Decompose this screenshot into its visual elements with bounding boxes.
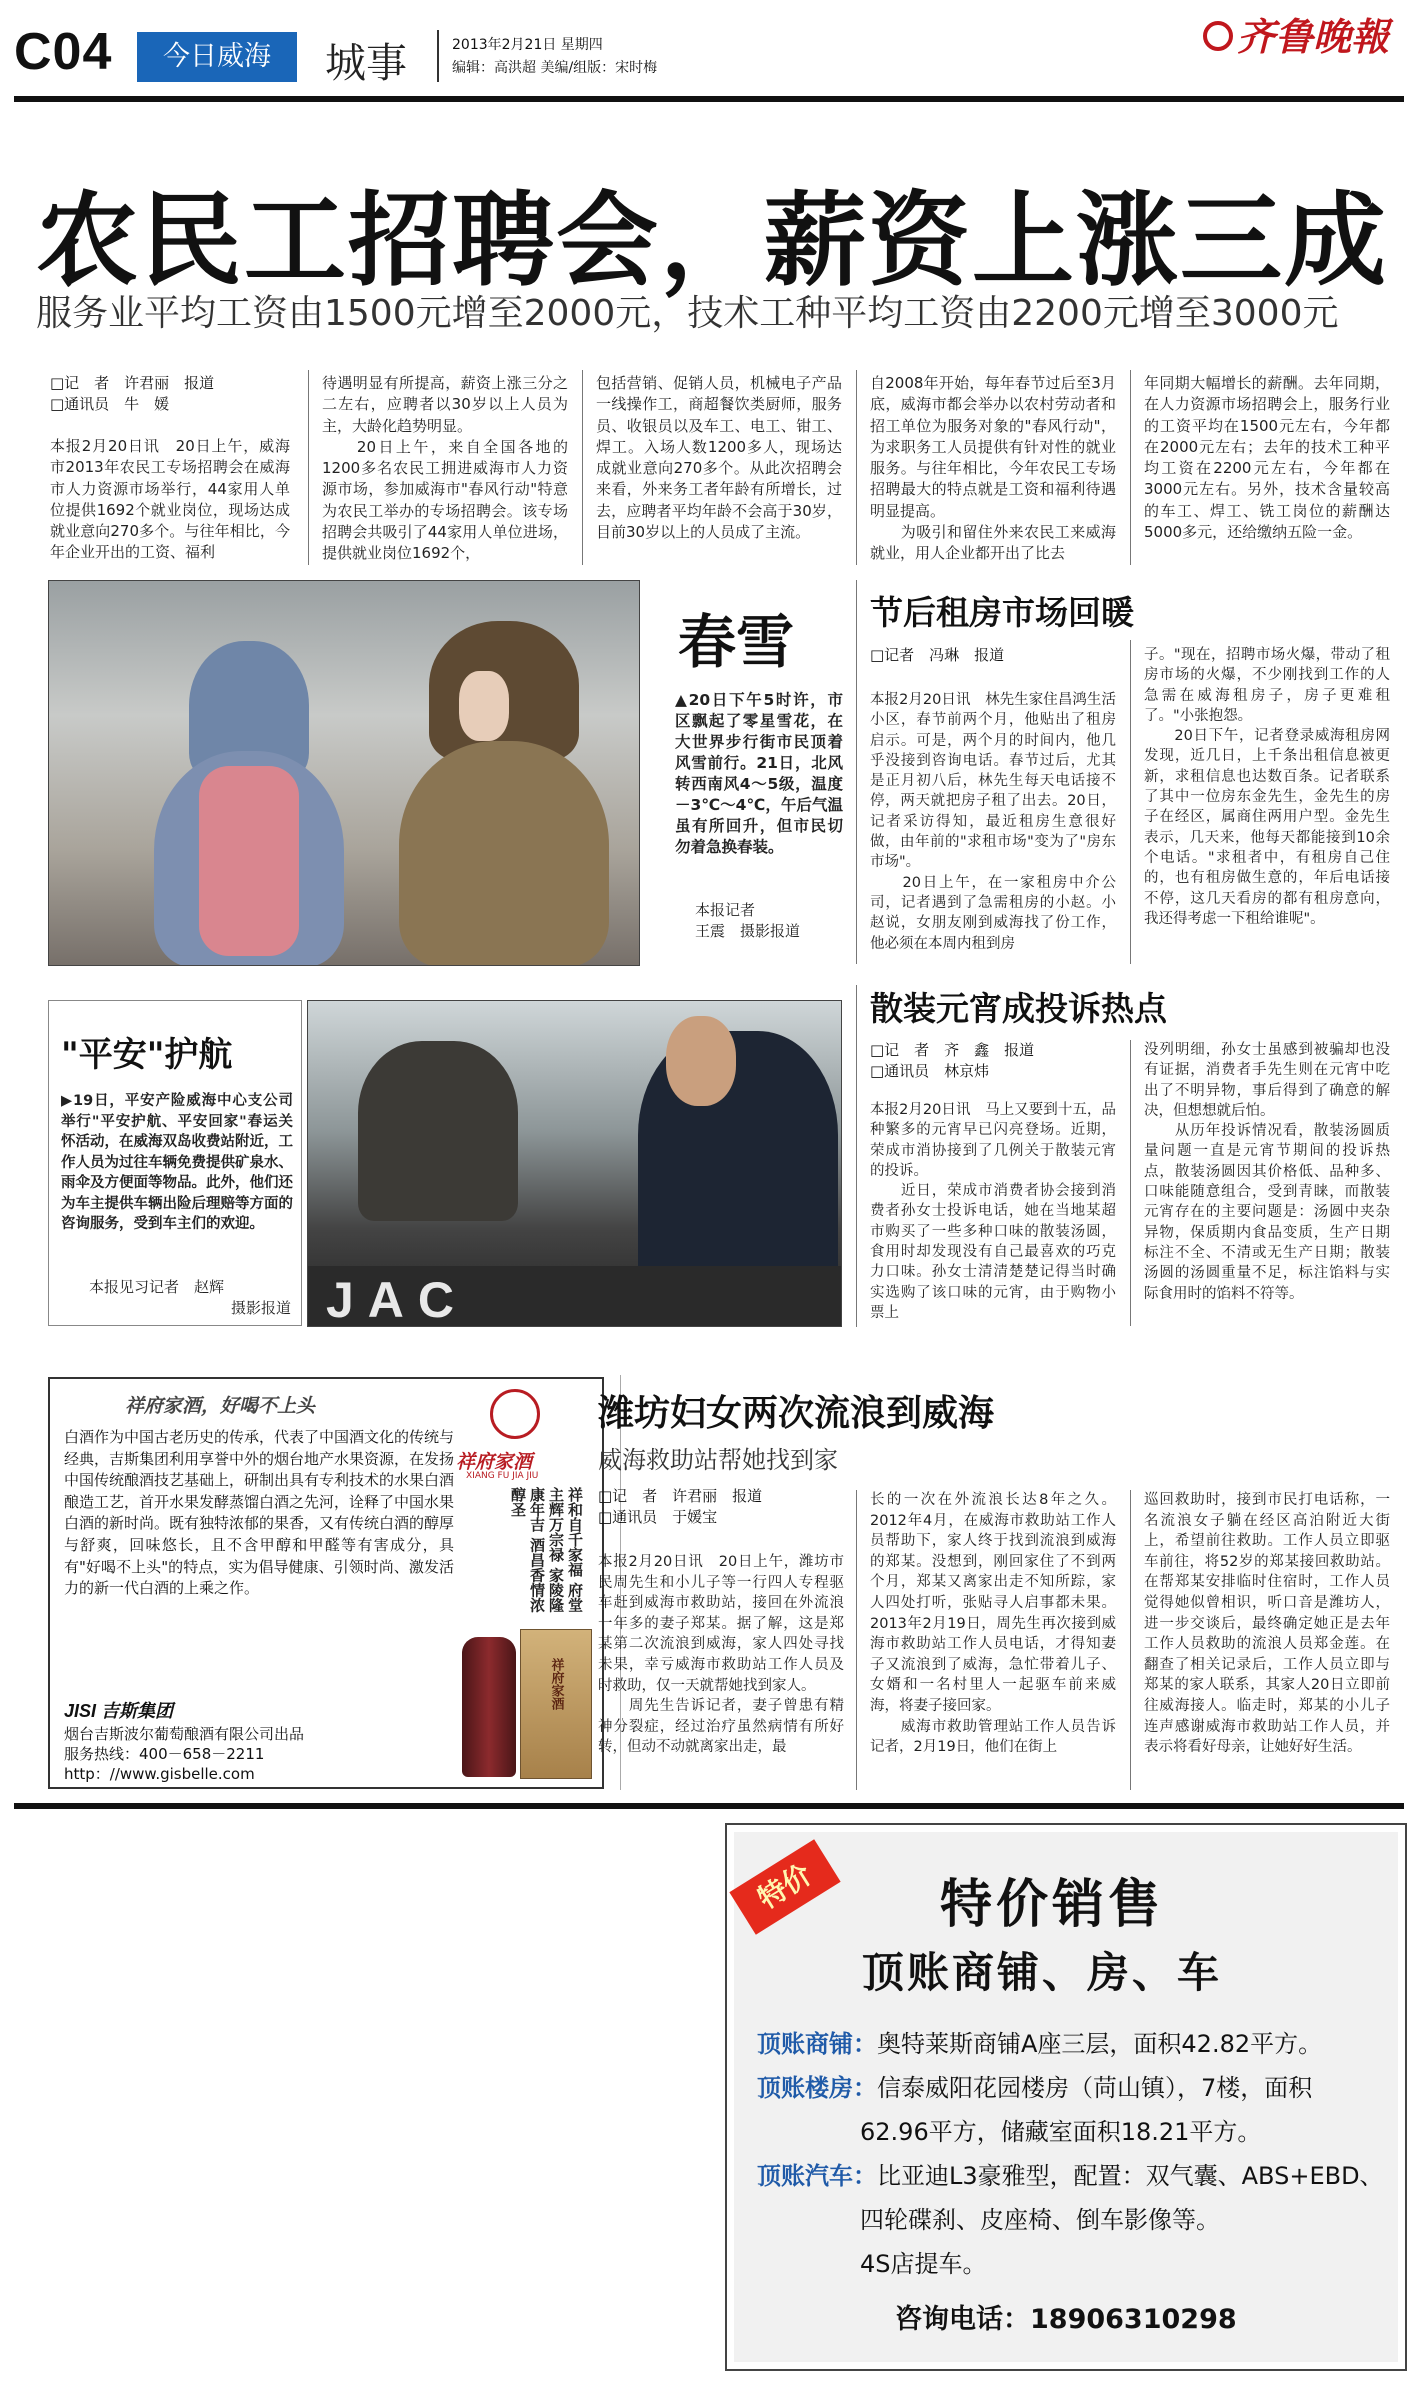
- sale-title: 特价销售: [940, 1875, 1165, 1935]
- sale-item: 四轮碟刹、皮座椅、倒车影像等。: [860, 2206, 1220, 2234]
- col-divider: [582, 370, 583, 565]
- main-subhead: 服务业平均工资由1500元增至2000元，技术工种平均工资由2200元增至3000元: [36, 293, 1339, 334]
- snow-credit-2: 王震 摄影报道: [695, 922, 801, 940]
- sale-phone: 咨询电话：18906310298: [895, 2304, 1237, 2335]
- bottom-rule: [14, 1803, 1404, 1809]
- col-divider: [1130, 640, 1131, 964]
- snow-credit-1: 本报记者: [695, 901, 756, 919]
- liquor-brand: 祥府家酒: [456, 1451, 533, 1473]
- coat-right: [399, 741, 609, 966]
- main-col-1: 本报2月20日讯 20日上午，威海市2013年农民工专场招聘会在威海市人力资源市场举行，44家用人单位提供1692个就业岗位，现场达成就业意向270多个。与往年相比，今年企业开出的工资、福利: [50, 437, 290, 562]
- section-tab: 今日威海: [137, 32, 297, 82]
- wanderer-col-3: 巡回救助时，接到市民打电话称，一名流浪女子躺在经区高泊附近大街上，希望前往救助。工作人员立即驱车前往，将52岁的郑某接回救助站。在帮郑某安排临时住宿时，工作人员觉得她似曾相识，听口音是潍坊人，进一步交谈后，最终确定她正是去年工作人员救助的流浪人员郑金莲。在翻查了相关记录后，工作人员立即与郑某的家人联系，其家人20日立即前往威海接人。临走时，郑某的小儿子连声感谢威海市救助站工作人员，并表示将看好母亲，让她好好生活。: [1144, 1492, 1390, 1756]
- scarf-pink: [199, 766, 299, 956]
- col-divider: [856, 580, 857, 964]
- safety-credit: [89, 1277, 299, 1321]
- snow-title: 春雪: [678, 608, 795, 676]
- safety-title: "平安"护航: [61, 1035, 233, 1075]
- driver-figure: [358, 1041, 518, 1221]
- sale-item: 顶账汽车：比亚迪L3豪雅型，配置：双气囊、ABS+EBD、: [757, 2162, 1384, 2190]
- col-divider: [1130, 1490, 1131, 1790]
- rental-byline: □记者 冯琳 报道: [870, 646, 1005, 664]
- col-divider: [856, 1490, 857, 1790]
- wanderer-headline: 潍坊妇女两次流浪到威海: [598, 1393, 995, 1434]
- liquor-ad: [48, 1377, 604, 1789]
- sale-item: 62.96平方，储藏室面积18.21平方。: [860, 2118, 1262, 2146]
- truck-brand: JAC: [326, 1272, 469, 1327]
- liquor-poem: 祥和自千家福 府堂主辉万宗禄 家陵隆康年吉 酒昌香情浓醇圣: [509, 1487, 584, 1613]
- liquor-seal-icon: [490, 1389, 540, 1439]
- header-divider: [437, 30, 439, 82]
- main-byline: [50, 373, 300, 415]
- rental-col-1: 本报2月20日讯 林先生家住昌鸿生活小区，春节前两个月，他贴出了租房启示。可是，两个月的时间内，他几乎没接到咨询电话。春节过后，尤其是正月初八后，林先生每天电话接不停，两天就把房子租了出去。20日，记者采访得知，最近租房生意很好做，由年前的"求租市场"变为了"房东市场"。 20日上午，在一家租房中介公司，记者遇到了急需租房的小赵。小赵说，女朋友刚到威海找了份工作，他必须在本周内租到房: [870, 692, 1116, 952]
- liquor-slogan: 祥府家酒，好喝不上头: [125, 1395, 316, 1417]
- wanderer-byline-2: □通讯员 于媛宝: [598, 1508, 718, 1526]
- sale-item: 4S店提车。: [860, 2250, 987, 2278]
- wanderer-byline: [598, 1486, 762, 1528]
- sale-subtitle: 顶账商铺、房、车: [862, 1948, 1223, 1997]
- editor-credits: 编辑：高洪超 美编/组版：宋时梅: [452, 60, 658, 76]
- col-divider: [308, 370, 309, 565]
- yuanxiao-headline: 散装元宵成投诉热点: [870, 989, 1167, 1028]
- safety-caption: ▶19日，平安产险威海中心支公司举行"平安护航、平安回家"春运关怀活动，在威海双岛收费站附近，工作人员为过往车辆免费提供矿泉水、雨伞及方便面等物品。此外，他们还为车主提供车辆出险后理赔等方面的咨询服务，受到车主们的欢迎。: [61, 1093, 293, 1232]
- page-code: C04: [14, 23, 113, 81]
- snow-photo: [48, 580, 640, 966]
- worker-face: [666, 1016, 736, 1106]
- wanderer-subhead: 威海救助站帮她找到家: [598, 1446, 838, 1474]
- safety-credit-1: 本报见习记者 赵辉: [89, 1278, 225, 1296]
- sale-item: 顶账商铺：奥特莱斯商铺A座三层，面积42.82平方。: [757, 2030, 1323, 2058]
- logo-text: 齐鲁晚報: [1237, 15, 1390, 59]
- main-col-3: 包括营销、促销人员，机械电子产品一线操作工，商超餐饮类厨师，服务员、收银员以及车工、电工、钳工、焊工。入场人数1200多人，现场达成就业意向270多个。从此次招聘会来看，外来务工者年龄有所增长，过去，应聘者平均年龄不会高于30岁，目前30岁以上的人员成了主流。: [596, 374, 842, 542]
- safety-credit-2: 摄影报道: [230, 1299, 291, 1317]
- page-header: [0, 0, 1417, 92]
- liquor-bottle: [462, 1637, 516, 1777]
- yuanxiao-byline-1: □记 者 齐 鑫 报道: [870, 1041, 1035, 1059]
- logo-icon: [1203, 21, 1233, 51]
- yuanxiao-col-1: 本报2月20日讯 马上又要到十五，品种繁多的元宵早已闪亮登场。近期，荣成市消协接到了几例关于散装元宵的投诉。 近日，荣成市消费者协会接到消费者孙女士投诉电话，她在当地某超市购买了一些多种口味的散装汤圆，食用时却发现没有自己最喜欢的巧克力口味。孙女士清清楚楚记得当时确实选购了该口味的元宵，由于购物小票上: [870, 1102, 1116, 1321]
- rental-col-2: 子。"现在，招聘市场火爆，带动了租房市场的火爆，不少刚找到工作的人急需在威海租房子，房子更难租了。"小张抱怨。 20日下午，记者登录威海租房网发现，近几日，上千条出租信息被更新，求租信息也达数百条。记者联系了其中一位房东金先生，金先生的房子在经区，属商住两用户型。金先生表示，几天来，他每天都能接到10余个电话。"求租者中，有租房自己住的，也有租房做生意的，年后电话接不停，这几天看房的都有租房意向，我还得考虑一下租给谁呢"。: [1144, 647, 1390, 927]
- sale-item: 顶账楼房：信泰威阳花园楼房（苘山镇），7楼，面积: [757, 2074, 1313, 2102]
- sale-ribbon: 特价: [729, 1839, 840, 1934]
- liquor-body: 白酒作为中国古老历史的传承，代表了中国酒文化的传统与经典，吉斯集团利用享誉中外的烟台地产水果资源，在发扬中国传统酿酒技艺基础上，研制出具有专利技术的水果白酒酿造工艺，首开水果发酵蒸馏白酒之先河，诠释了中国水果白酒的新时尚。既有独特浓郁的果香，又有传统白酒的醇厚与舒爽，回味悠长，且不含甲醇和甲醛等有害成分，具有"好喝不上头"的特点，实为倡导健康、引领时尚、激发活力的新一代白酒的上乘之作。: [64, 1428, 454, 1598]
- byline-reporter: □记 者 许君丽 报道: [50, 374, 215, 392]
- column-name: 城事: [325, 39, 407, 87]
- newspaper-logo: [1203, 6, 1413, 60]
- yuanxiao-byline: [870, 1040, 1034, 1082]
- yuanxiao-col-2: 没列明细，孙女士虽感到被骗却也没有证据，消费者手先生则在元宵中吃出了不明异物，事后得到了确意的解决，但想想就后怕。 从历年投诉情况看，散装汤圆质量问题一直是元宵节期间的投诉热点，散装汤圆因其价格低、品种多、口味能随意组合，受到青睐，而散装元宵存在的主要问题是：汤圆中夹杂异物，保质期内食品变质，生产日期标注不全、不清或无生产日期；散装汤圆的汤圆重量不足，标注馅料与实际食用时的馅料不符等。: [1144, 1042, 1390, 1302]
- company-info: [64, 1724, 304, 1784]
- sale-items: [757, 2022, 1387, 2286]
- company-url: http：//www.gisbelle.com: [64, 1765, 255, 1783]
- main-col-4: 自2008年开始，每年春节过后至3月底，威海市都会举办以农村劳动者和招工单位为服务对象的"春风行动"，为求职务工人员提供有针对性的就业服务。与往年相比，今年农民工专场招聘最大的特点就是工资和福利待遇明显提高。 为吸引和留住外来农民工来威海就业，用人企业都开出了比去: [870, 374, 1116, 563]
- main-headline: 农民工招聘会，薪资上涨三成: [36, 181, 1388, 301]
- company-hotline: 服务热线：400－658－2211: [64, 1745, 265, 1763]
- wanderer-byline-1: □记 者 许君丽 报道: [598, 1487, 763, 1505]
- col-divider: [856, 370, 857, 565]
- liquor-box: [520, 1629, 592, 1779]
- company-logo: JISI 吉斯集团: [64, 1701, 174, 1721]
- issue-date: 2013年2月21日 星期四: [452, 37, 603, 53]
- yuanxiao-byline-2: □通讯员 林京炜: [870, 1062, 990, 1080]
- col-divider: [1130, 1040, 1131, 1326]
- col-divider: [1130, 370, 1131, 565]
- rental-headline: 节后租房市场回暖: [870, 593, 1134, 632]
- bottle-label: 祥府家酒: [548, 1658, 564, 1710]
- safety-box: [48, 1000, 302, 1326]
- wanderer-col-1: 本报2月20日讯 20日上午，潍坊市民周先生和小儿子等一行四人专程驱车赶到威海市救助站，接回在外流浪一年多的妻子郑某。据了解，这是郑某第二次流浪到威海，家人四处寻找未果，幸亏威海市救助站工作人员及时救助，仅一天就帮她找到家人。 周先生告诉记者，妻子曾患有精神分裂症，经过治疗虽然病情有所好转，但动不动就离家出走，最: [598, 1554, 844, 1756]
- wanderer-col-2: 长的一次在外流浪长达8年之久。2012年4月，在威海市救助站工作人员帮助下，家人终于找到流浪到威海的郑某。没想到，刚回家住了不到两个月，郑某又离家出走不知所踪，家人四处打听，张贴寻人启事都未果。2013年2月19日，周先生再次接到威海市救助站工作人员电话，才得知妻子又流浪到了威海，急忙带着儿子、女婿和一名村里人一起驱车前来威海，将妻子接回家。 威海市救助管理站工作人员告诉记者，2月19日，他们在街上: [870, 1492, 1116, 1756]
- header-meta: [452, 34, 657, 80]
- top-rule: [14, 96, 1404, 102]
- snow-caption: ▲20日下午5时许，市区飘起了零星雪花，在大世界步行街市民顶着风雪前行。21日，北风转西南风4～5级，温度－3℃～4℃，午后气温虽有所回升，但市民切勿着急换春装。: [675, 691, 843, 856]
- liquor-pinyin: XIANG FU JIA JIU: [466, 1471, 539, 1481]
- face-right: [459, 671, 509, 741]
- snow-credit: [695, 900, 845, 944]
- main-col-5: 年同期大幅增长的薪酬。去年同期，在人力资源市场招聘会上，服务行业的工资平均在1500元左右，今年都在2000元左右；去年的技术工种平均工资在2200元左右，今年都在3000元左右。另外，技术含量较高的车工、焊工、铣工岗位的薪酬达5000多元，还给缴纳五险一金。: [1144, 374, 1390, 542]
- byline-correspondent: □通讯员 牛 媛: [50, 395, 170, 413]
- col-divider: [856, 985, 857, 1327]
- company-name: 烟台吉斯波尔葡萄酿酒有限公司出品: [64, 1725, 305, 1743]
- truck-photo: [307, 1000, 842, 1327]
- main-col-2: 待遇明显有所提高，薪资上涨三分之二左右，应聘者以30岁以上人员为主，大龄化趋势明显。 20日上午，来自全国各地的1200多名农民工拥进威海市人力资源市场，参加威海市"春风行动"特意为农民工举办的专场招聘会。该专场招聘会共吸引了44家用人单位进场，提供就业岗位1692个，: [322, 374, 568, 563]
